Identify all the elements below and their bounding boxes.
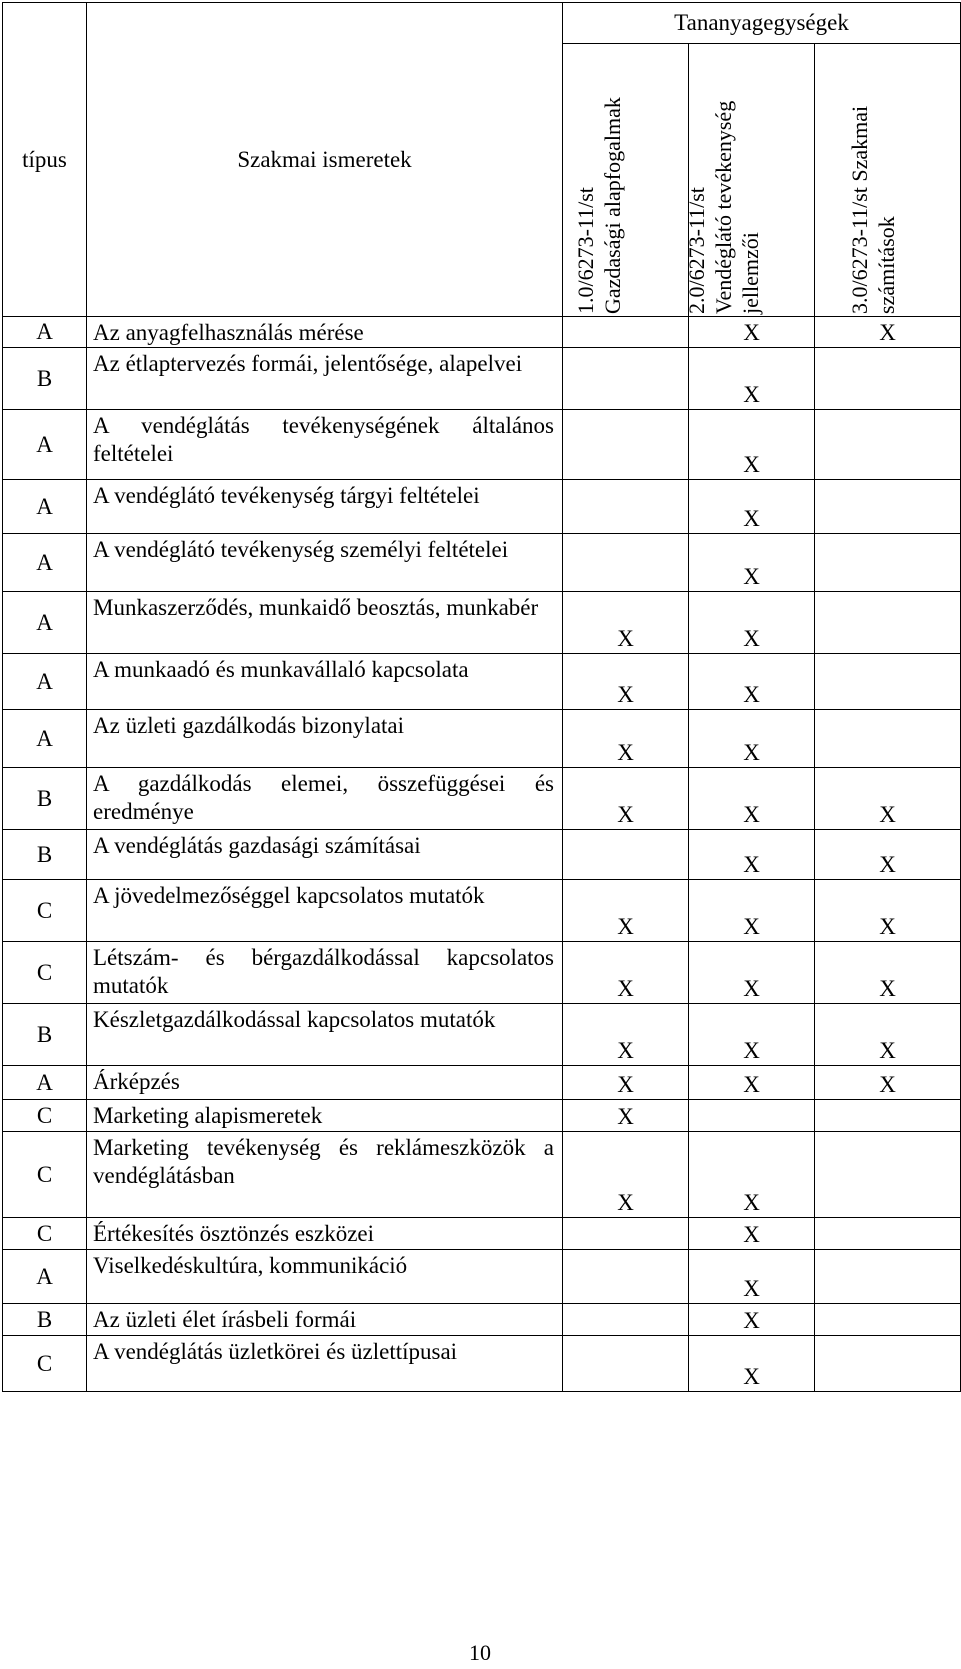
unit-2-mark-cell: X [689,830,815,880]
table-row [3,654,961,710]
type-cell: A [3,410,87,480]
table-row [3,942,961,1004]
unit-1-mark-cell [563,830,689,880]
unit-2-mark-cell: X [689,654,815,710]
table-row [3,1066,961,1100]
type-cell: C [3,1218,87,1250]
unit-2-mark-cell: X [689,410,815,480]
type-cell: A [3,480,87,534]
topic-cell: A vendéglátó tevékenység tárgyi feltételei [87,480,563,534]
page-number: 10 [469,1640,491,1665]
unit-1-title: Gazdasági alapfogalmak [599,97,625,314]
unit-1-mark-cell [563,410,689,480]
matrix-body [3,317,961,1392]
unit-2-title: Vendéglátó tevékenység jellemzői [710,100,763,314]
table-row [3,1218,961,1250]
topic-cell: Munkaszerződés, munkaidő beosztás, munkabér [87,592,563,654]
unit-3-mark-cell: X [815,942,961,1004]
table-row [3,1100,961,1132]
unit-1-mark-cell: X [563,1004,689,1066]
topic-cell: A gazdálkodás elemei, összefüggései és eredménye [87,768,563,830]
table-row [3,410,961,480]
unit-2-code: 2.0/6273-11/st [683,187,709,314]
topic-cell: Marketing alapismeretek [87,1100,563,1132]
type-cell: A [3,1066,87,1100]
unit-2-mark-cell: X [689,1066,815,1100]
unit-3-mark-cell [815,410,961,480]
unit-3-mark-cell: X [815,1066,961,1100]
type-column-header: típus [3,3,87,317]
unit-3-mark-cell [815,654,961,710]
topic-cell: A vendéglátó tevékenység személyi feltételei [87,534,563,592]
unit-2-mark-cell: X [689,1004,815,1066]
topic-cell: Az üzleti élet írásbeli formái [87,1304,563,1336]
topic-cell: Az üzleti gazdálkodás bizonylatai [87,710,563,768]
topic-cell: Árképzés [87,1066,563,1100]
topic-cell: A munkaadó és munkavállaló kapcsolata [87,654,563,710]
unit-1-mark-cell: X [563,942,689,1004]
unit-1-code: 1.0/6273-11/st [572,187,598,314]
table-row [3,1004,961,1066]
topic-cell: Készletgazdálkodással kapcsolatos mutatók [87,1004,563,1066]
type-cell: C [3,880,87,942]
topic-cell: Az anyagfelhasználás mérése [87,317,563,348]
unit-3-mark-cell [815,710,961,768]
unit-header-1 [563,44,689,317]
type-cell: B [3,348,87,410]
topic-cell: Létszám- és bérgazdálkodással kapcsolatos mutatók [87,942,563,1004]
unit-3-mark-cell [815,1218,961,1250]
unit-3-mark-cell [815,592,961,654]
unit-2-mark-cell: X [689,348,815,410]
type-cell: B [3,768,87,830]
unit-1-mark-cell: X [563,1066,689,1100]
unit-1-mark-cell [563,1218,689,1250]
unit-1-mark-cell: X [563,592,689,654]
type-cell: A [3,710,87,768]
type-cell: A [3,317,87,348]
table-row [3,592,961,654]
topic-cell: Értékesítés ösztönzés eszközei [87,1218,563,1250]
type-cell: C [3,942,87,1004]
unit-3-mark-cell [815,480,961,534]
unit-3-mark-cell [815,348,961,410]
type-cell: A [3,534,87,592]
unit-1-mark-cell [563,1250,689,1304]
topic-cell: A vendéglátás gazdasági számításai [87,830,563,880]
unit-2-mark-cell: X [689,768,815,830]
unit-1-mark-cell: X [563,880,689,942]
table-row [3,768,961,830]
unit-3-mark-cell [815,1250,961,1304]
table-row [3,534,961,592]
table-row [3,1304,961,1336]
unit-2-mark-cell: X [689,880,815,942]
unit-2-mark-cell: X [689,1336,815,1392]
unit-2-mark-cell: X [689,1304,815,1336]
type-cell: C [3,1336,87,1392]
type-cell: C [3,1132,87,1218]
unit-1-mark-cell [563,317,689,348]
type-cell: A [3,654,87,710]
type-cell: B [3,1004,87,1066]
unit-1-mark-cell: X [563,1100,689,1132]
unit-3-mark-cell [815,1132,961,1218]
unit-3-mark-cell [815,1336,961,1392]
topic-cell: A vendéglátás tevékenységének általános feltételei [87,410,563,480]
unit-1-mark-cell [563,480,689,534]
unit-3-code: 3.0/6273-11/st Szakmai [846,105,872,314]
unit-2-mark-cell: X [689,1250,815,1304]
unit-2-mark-cell: X [689,534,815,592]
type-cell: A [3,1250,87,1304]
type-cell: B [3,830,87,880]
unit-2-mark-cell: X [689,710,815,768]
unit-2-mark-cell: X [689,317,815,348]
unit-1-mark-cell: X [563,1132,689,1218]
unit-1-mark-cell [563,534,689,592]
table-row [3,1132,961,1218]
unit-3-mark-cell: X [815,830,961,880]
table-row [3,1250,961,1304]
type-cell: B [3,1304,87,1336]
unit-header-2 [683,44,815,317]
table-row [3,1336,961,1392]
type-cell: C [3,1100,87,1132]
unit-3-title: számítások [873,216,899,314]
unit-3-mark-cell: X [815,1004,961,1066]
unit-3-mark-cell: X [815,317,961,348]
table-row [3,830,961,880]
unit-2-mark-cell: X [689,942,815,1004]
unit-1-mark-cell [563,1304,689,1336]
units-group-header: Tananyagegységek [563,3,961,44]
topic-cell: A jövedelmezőséggel kapcsolatos mutatók [87,880,563,942]
unit-2-mark-cell: X [689,1218,815,1250]
unit-1-mark-cell: X [563,768,689,830]
table-row [3,710,961,768]
table-row [3,480,961,534]
unit-1-mark-cell [563,1336,689,1392]
unit-3-mark-cell: X [815,768,961,830]
unit-3-mark-cell [815,1100,961,1132]
unit-2-mark-cell: X [689,1132,815,1218]
table-row [3,348,961,410]
unit-2-mark-cell [689,1100,815,1132]
unit-1-mark-cell: X [563,654,689,710]
unit-2-mark-cell: X [689,592,815,654]
unit-1-mark-cell [563,348,689,410]
topic-cell: Marketing tevékenység és reklámeszközök a vendéglátásban [87,1132,563,1218]
skills-column-header: Szakmai ismeretek [87,3,563,317]
unit-2-mark-cell: X [689,480,815,534]
table-row [3,317,961,348]
unit-3-mark-cell [815,534,961,592]
table-row [3,880,961,942]
unit-3-mark-cell [815,1304,961,1336]
unit-3-mark-cell: X [815,880,961,942]
unit-1-mark-cell: X [563,710,689,768]
topic-cell: Az étlaptervezés formái, jelentősége, alapelvei [87,348,563,410]
curriculum-matrix-table [2,2,961,1392]
unit-header-3 [815,44,961,317]
type-cell: A [3,592,87,654]
topic-cell: Viselkedéskultúra, kommunikáció [87,1250,563,1304]
topic-cell: A vendéglátás üzletkörei és üzlettípusai [87,1336,563,1392]
